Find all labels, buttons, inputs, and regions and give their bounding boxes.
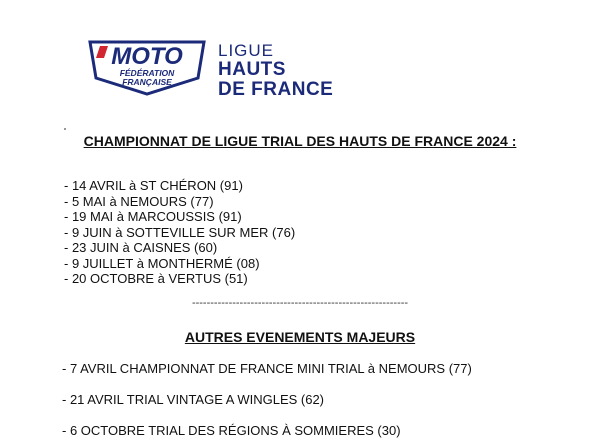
list-item: - 20 OCTOBRE à VERTUS (51) [64,271,248,286]
list-item: - 9 JUILLET à MONTHERMÉ (08) [64,255,260,271]
list-item: - 23 JUIN à CAISNES (60) [64,240,218,255]
list-item: - 14 AVRIL à ST CHÉRON (91) [64,178,243,193]
moto-federation-logo [86,38,208,96]
ligue-line1: LIGUE [218,41,275,60]
dashed-separator: ----------------------------------------------------------- [191,297,409,309]
list-item: - 9 JUIN à SOTTEVILLE SUR MER (76) [64,224,296,240]
decorative-dot [64,128,66,130]
championship-title: CHAMPIONNAT DE LIGUE TRIAL DES HAUTS DE FRANCE 2024 : [83,133,517,149]
ligue-line3: DE FRANCE [218,79,334,100]
championship-event-list [64,178,295,287]
major-event-item: - 21 AVRIL TRIAL VINTAGE A WINGLES (62) [62,392,325,407]
logo-line2: FRANÇAISE [122,77,172,87]
major-event-item: - 6 OCTOBRE TRIAL DES RÉGIONS À SOMMIERES (30) [62,423,401,438]
major-events-title: AUTRES EVENEMENTS MAJEURS [184,329,416,345]
list-item: - 5 MAI à NEMOURS (77) [64,193,214,209]
logo-brand-text: MOTO [111,43,183,70]
header-logos [86,38,376,100]
ligue-line2: HAUTS [218,59,286,80]
ligue-logo-text [218,42,333,99]
list-item: - 19 MAI à MARCOUSSIS (91) [64,209,242,224]
logo-line1: FÉDÉRATION [119,68,175,78]
major-event-item: - 7 AVRIL CHAMPIONNAT DE FRANCE MINI TRIAL à NEMOURS (77) [62,361,472,376]
